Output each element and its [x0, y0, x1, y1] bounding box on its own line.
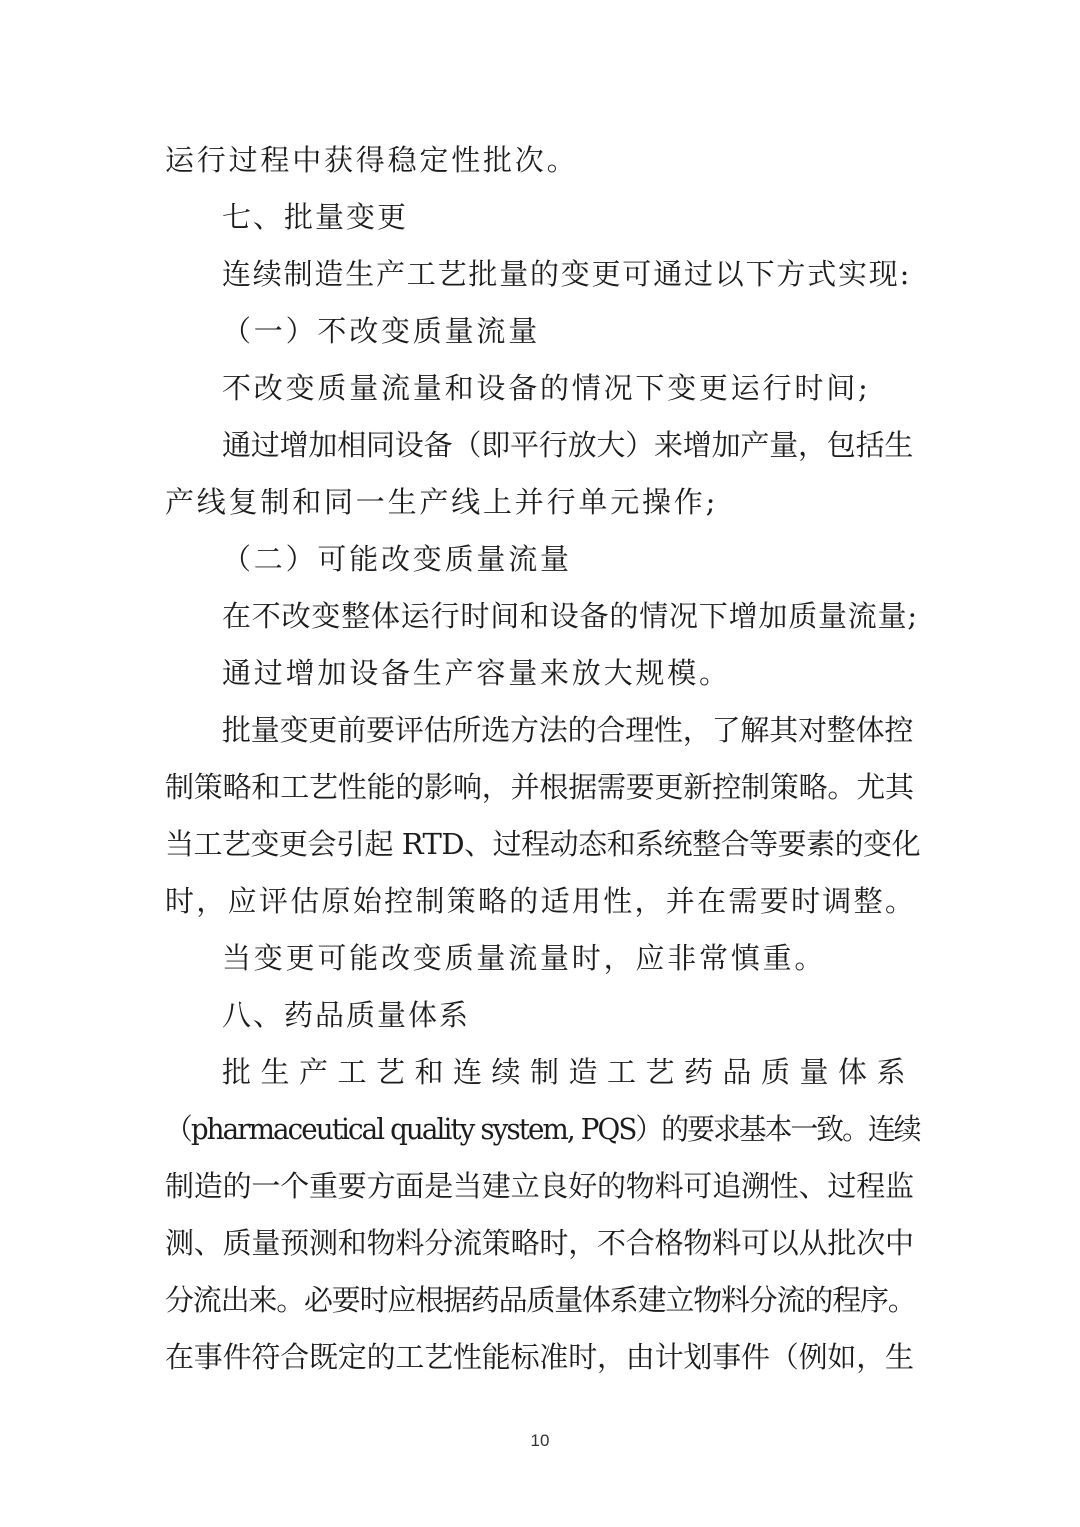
paragraph-line: 批量变更前要评估所选方法的合理性，了解其对整体控	[222, 713, 914, 747]
paragraph-line: 在事件符合既定的工艺性能标准时，由计划事件（例如，生	[165, 1340, 914, 1374]
paragraph-line: 产线复制和同一生产线上并行单元操作;	[165, 485, 719, 519]
page-number: 10	[530, 1431, 550, 1450]
body-text	[165, 132, 920, 1386]
paragraph-line: 时，应评估原始控制策略的适用性，并在需要时调整。	[165, 884, 917, 918]
paragraph-line: 通过增加相同设备（即平行放大）来增加产量，包括生	[222, 428, 914, 462]
subsection-heading-1: （一）不改变质量流量	[222, 314, 541, 348]
paragraph-line: 测、质量预测和物料分流策略时，不合格物料可以从批次中	[165, 1226, 914, 1260]
paragraph-line: 当变更可能改变质量流量时，应非常慎重。	[222, 941, 827, 975]
paragraph-line: （pharmaceutical quality system, PQS）的要求基本一致。连续	[165, 1112, 920, 1146]
section-heading-batch-change: 七、批量变更	[222, 200, 409, 234]
paragraph-line: 分流出来。必要时应根据药品质量体系建立物料分流的程序。	[165, 1283, 916, 1317]
paragraph-line: 运行过程中获得稳定性批次。	[165, 143, 579, 177]
paragraph-line: 当工艺变更会引起 RTD、过程动态和系统整合等要素的变化	[165, 827, 921, 861]
section-heading-pqs: 八、药品质量体系	[222, 998, 471, 1032]
paragraph-line: 连续制造生产工艺批量的变更可通过以下方式实现:	[222, 257, 912, 291]
paragraph-line: 在不改变整体运行时间和设备的情况下增加质量流量;	[222, 599, 918, 633]
paragraph-line: 批生产工艺和连续制造工艺药品质量体系	[222, 1055, 916, 1089]
paragraph-line: 制造的一个重要方面是当建立良好的物料可追溯性、过程监	[165, 1169, 914, 1203]
paragraph-line: 通过增加设备生产容量来放大规模。	[222, 656, 731, 690]
paragraph-line: 不改变质量流量和设备的情况下变更运行时间;	[222, 371, 871, 405]
subsection-heading-2: （二）可能改变质量流量	[222, 542, 572, 576]
paragraph-line: 制策略和工艺性能的影响，并根据需要更新控制策略。尤其	[165, 770, 914, 804]
